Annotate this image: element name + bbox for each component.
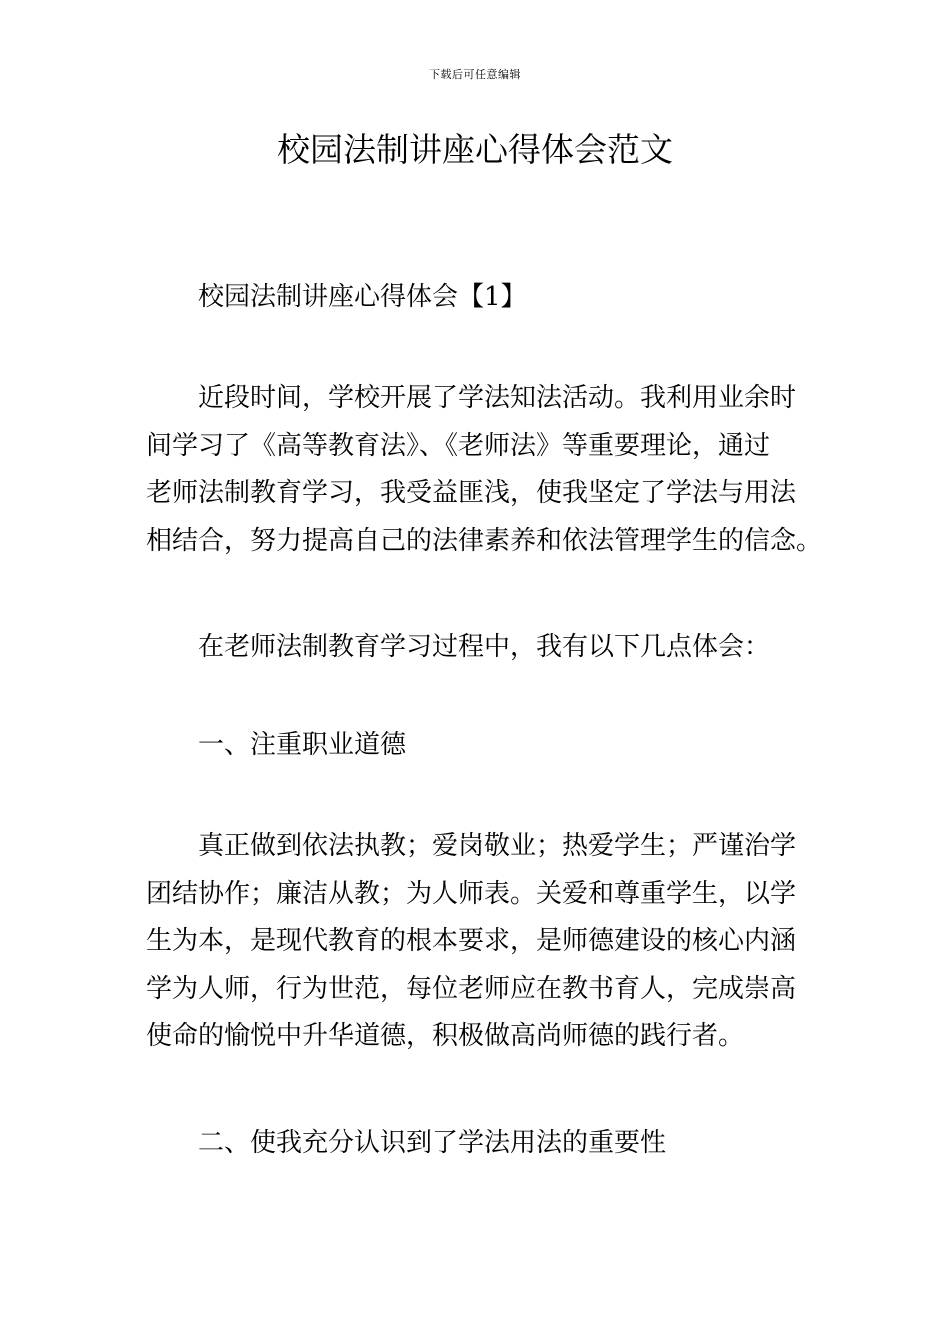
header-note: 下载后可任意编辑 [429,68,521,81]
paragraph-line: 使命的愉悦中升华道德，积极做高尚师德的践行者。 [146,1021,745,1051]
section-heading-text: 校园法制讲座心得体会【1】 [198,282,527,312]
subheading-1 [146,722,806,770]
paragraph-line: 老师法制教育学习，我受益匪浅，使我坚定了学法与用法 [146,478,797,508]
document-title: 校园法制讲座心得体会范文 [277,130,673,169]
subheading-text: 一、注重职业道德 [198,730,407,760]
paragraph-2 [146,624,806,672]
paragraph-line: 相结合，努力提高自己的法律素养和依法管理学生的信念。 [146,525,823,556]
paragraph-line: 学为人师，行为世范，每位老师应在教书育人，完成崇高 [146,973,797,1004]
paragraph-line: 近段时间，学校开展了学法知法活动。我利用业余时 [198,383,797,413]
paragraph-line: 生为本，是现代教育的根本要求，是师德建设的核心内涵 [146,926,797,956]
section-heading [146,274,806,322]
paragraph-line: 在老师法制教育学习过程中，我有以下几点体会： [198,632,771,662]
subheading-2 [146,1120,806,1168]
paragraph-1 [146,375,823,565]
paragraph-line: 真正做到依法执教；爱岗敬业；热爱学生；严谨治学 [198,831,797,861]
subheading-text: 二、使我充分认识到了学法用法的重要性 [198,1128,667,1158]
paragraph-line: 间学习了《高等教育法》、《老师法》等重要理论，通过 [146,430,771,461]
paragraph-3 [146,823,806,1061]
paragraph-line: 团结协作；廉洁从教；为人师表。关爱和尊重学生，以学 [146,878,797,909]
